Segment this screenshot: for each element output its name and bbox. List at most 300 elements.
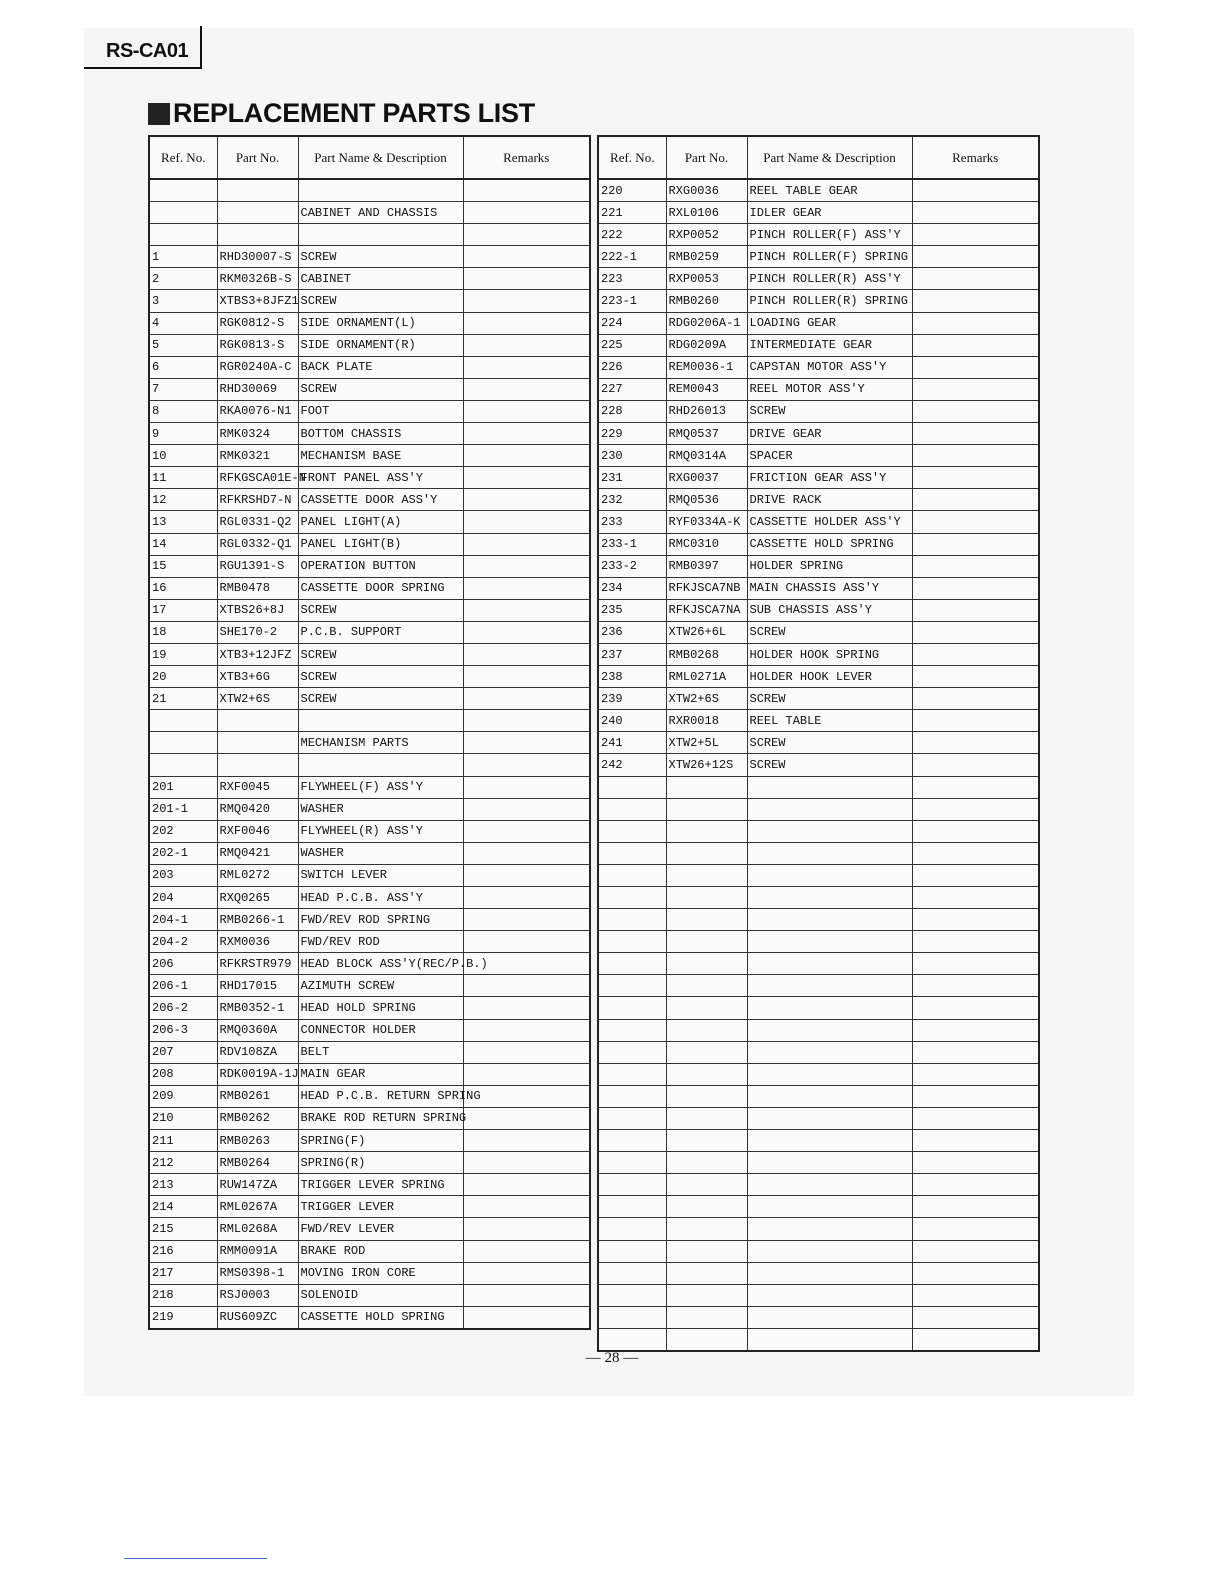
table-header-row (598, 136, 1039, 179)
table-row (149, 798, 590, 820)
table-row (598, 864, 1039, 886)
part-no-cell: SHE170-2 (217, 621, 298, 643)
description-cell: SIDE ORNAMENT(R) (298, 334, 463, 356)
table-row (598, 511, 1039, 533)
ref-no-cell: 201 (149, 776, 217, 798)
table-row (598, 1085, 1039, 1107)
table-row (598, 1306, 1039, 1328)
remarks-cell (912, 864, 1039, 886)
table-row (598, 909, 1039, 931)
remarks-cell (912, 268, 1039, 290)
ref-no-cell (598, 1196, 666, 1218)
description-cell: MECHANISM PARTS (298, 732, 463, 754)
description-cell: HOLDER HOOK LEVER (747, 666, 912, 688)
table-row (598, 710, 1039, 732)
description-cell: PANEL LIGHT(B) (298, 533, 463, 555)
table-row (598, 378, 1039, 400)
remarks-cell (912, 997, 1039, 1019)
part-no-cell: RML0271A (666, 666, 747, 688)
description-cell: OPERATION BUTTON (298, 555, 463, 577)
part-no-cell: XTB3+12JFZ (217, 643, 298, 665)
ref-no-cell (598, 842, 666, 864)
ref-no-cell: 1 (149, 246, 217, 268)
remarks-cell (912, 842, 1039, 864)
remarks-cell (463, 489, 590, 511)
col-header-ref-no: Ref. No. (149, 136, 217, 179)
table-row (149, 1174, 590, 1196)
description-cell: SPRING(R) (298, 1152, 463, 1174)
description-cell: PINCH ROLLER(F) SPRING (747, 246, 912, 268)
remarks-cell (463, 1196, 590, 1218)
remarks-cell (912, 688, 1039, 710)
part-no-cell: RMB0260 (666, 290, 747, 312)
part-no-cell (217, 224, 298, 246)
model-code-divider (200, 26, 202, 68)
ref-no-cell: 217 (149, 1262, 217, 1284)
ref-no-cell: 222-1 (598, 246, 666, 268)
description-cell: CASSETTE HOLDER ASS'Y (747, 511, 912, 533)
table-row (598, 246, 1039, 268)
part-no-cell: RKM0326B-S (217, 268, 298, 290)
part-no-cell: RMB0259 (666, 246, 747, 268)
description-cell: CABINET (298, 268, 463, 290)
part-no-cell (666, 798, 747, 820)
description-cell: FWD/REV LEVER (298, 1218, 463, 1240)
description-cell: CONNECTOR HOLDER (298, 1019, 463, 1041)
remarks-cell (912, 334, 1039, 356)
remarks-cell (463, 1107, 590, 1129)
description-cell (747, 1041, 912, 1063)
description-cell: CABINET AND CHASSIS (298, 202, 463, 224)
remarks-cell (463, 887, 590, 909)
table-row (598, 312, 1039, 334)
remarks-cell (912, 975, 1039, 997)
remarks-cell (463, 1019, 590, 1041)
ref-no-cell: 19 (149, 643, 217, 665)
description-cell (747, 1085, 912, 1107)
ref-no-cell: 206 (149, 953, 217, 975)
table-row (598, 1130, 1039, 1152)
remarks-cell (463, 533, 590, 555)
part-no-cell: RDV108ZA (217, 1041, 298, 1063)
part-no-cell (666, 1041, 747, 1063)
part-no-cell (666, 975, 747, 997)
part-no-cell (666, 1174, 747, 1196)
ref-no-cell (598, 909, 666, 931)
description-cell: PINCH ROLLER(R) SPRING (747, 290, 912, 312)
page-number: — 28 — (585, 1350, 639, 1366)
remarks-cell (463, 400, 590, 422)
description-cell: WASHER (298, 798, 463, 820)
part-no-cell: RHD30007-S (217, 246, 298, 268)
ref-no-cell: 5 (149, 334, 217, 356)
page-title-text: REPLACEMENT PARTS LIST (173, 98, 535, 128)
remarks-cell (912, 202, 1039, 224)
remarks-cell (463, 1130, 590, 1152)
description-cell: FLYWHEEL(F) ASS'Y (298, 776, 463, 798)
part-no-cell: REM0036-1 (666, 356, 747, 378)
remarks-cell (912, 489, 1039, 511)
table-row (598, 1174, 1039, 1196)
part-no-cell: RXL0106 (666, 202, 747, 224)
part-no-cell: RUS609ZC (217, 1306, 298, 1329)
remarks-cell (912, 378, 1039, 400)
remarks-cell (912, 1196, 1039, 1218)
description-cell: AZIMUTH SCREW (298, 975, 463, 997)
description-cell: TRIGGER LEVER (298, 1196, 463, 1218)
remarks-cell (463, 555, 590, 577)
description-cell (747, 1174, 912, 1196)
description-cell: FWD/REV ROD SPRING (298, 909, 463, 931)
description-cell: CASSETTE DOOR ASS'Y (298, 489, 463, 511)
part-no-cell (666, 931, 747, 953)
table-row (598, 953, 1039, 975)
ref-no-cell: 21 (149, 688, 217, 710)
description-cell: FOOT (298, 400, 463, 422)
part-no-cell (217, 202, 298, 224)
part-no-cell (666, 1262, 747, 1284)
table-row (598, 202, 1039, 224)
description-cell: SCREW (298, 599, 463, 621)
table-row (149, 511, 590, 533)
table-row (149, 1218, 590, 1240)
remarks-cell (912, 400, 1039, 422)
table-row (149, 1152, 590, 1174)
ref-no-cell: 9 (149, 423, 217, 445)
table-row (598, 577, 1039, 599)
description-cell: REEL MOTOR ASS'Y (747, 378, 912, 400)
table-row (149, 202, 590, 224)
part-no-cell (666, 1152, 747, 1174)
ref-no-cell: 211 (149, 1130, 217, 1152)
description-cell: BACK PLATE (298, 356, 463, 378)
description-cell: CASSETTE HOLD SPRING (747, 533, 912, 555)
ref-no-cell: 236 (598, 621, 666, 643)
ref-no-cell (598, 1130, 666, 1152)
ref-no-cell (149, 732, 217, 754)
description-cell (747, 1152, 912, 1174)
part-no-cell: RML0268A (217, 1218, 298, 1240)
ref-no-cell: 20 (149, 666, 217, 688)
table-row (149, 997, 590, 1019)
table-row (598, 268, 1039, 290)
col-header-part-no: Part No. (666, 136, 747, 179)
description-cell: SCREW (747, 621, 912, 643)
remarks-cell (463, 577, 590, 599)
table-row (149, 1196, 590, 1218)
description-cell (298, 179, 463, 202)
remarks-cell (912, 577, 1039, 599)
ref-no-cell (598, 1328, 666, 1351)
table-row (598, 423, 1039, 445)
description-cell: SCREW (298, 643, 463, 665)
description-cell: MOVING IRON CORE (298, 1262, 463, 1284)
ref-no-cell: 223 (598, 268, 666, 290)
table-row (149, 423, 590, 445)
part-no-cell (217, 179, 298, 202)
ref-no-cell: 235 (598, 599, 666, 621)
remarks-cell (463, 467, 590, 489)
description-cell: SCREW (298, 666, 463, 688)
remarks-cell (463, 445, 590, 467)
ref-no-cell: 18 (149, 621, 217, 643)
part-no-cell: RXP0052 (666, 224, 747, 246)
ref-no-cell (598, 1218, 666, 1240)
ref-no-cell: 220 (598, 179, 666, 202)
part-no-cell: RMQ0360A (217, 1019, 298, 1041)
table-row (598, 1107, 1039, 1129)
part-no-cell: RSJ0003 (217, 1284, 298, 1306)
description-cell (747, 1262, 912, 1284)
part-no-cell (666, 1284, 747, 1306)
remarks-cell (463, 312, 590, 334)
ref-no-cell: 203 (149, 864, 217, 886)
table-row (598, 820, 1039, 842)
ref-no-cell (598, 1262, 666, 1284)
part-no-cell (666, 909, 747, 931)
description-cell (747, 820, 912, 842)
remarks-cell (912, 1174, 1039, 1196)
remarks-cell (463, 268, 590, 290)
description-cell: SPRING(F) (298, 1130, 463, 1152)
table-row (149, 312, 590, 334)
ref-no-cell: 230 (598, 445, 666, 467)
ref-no-cell: 237 (598, 643, 666, 665)
ref-no-cell: 206-1 (149, 975, 217, 997)
table-row (598, 666, 1039, 688)
part-no-cell (666, 1085, 747, 1107)
part-no-cell: XTBS3+8JFZ1 (217, 290, 298, 312)
part-no-cell: RXQ0265 (217, 887, 298, 909)
remarks-cell (463, 202, 590, 224)
description-cell: SCREW (298, 688, 463, 710)
table-row (598, 356, 1039, 378)
table-row (598, 555, 1039, 577)
remarks-cell (912, 1218, 1039, 1240)
table-row (598, 776, 1039, 798)
part-no-cell (666, 1306, 747, 1328)
part-no-cell: RMB0262 (217, 1107, 298, 1129)
description-cell (747, 1130, 912, 1152)
remarks-cell (463, 820, 590, 842)
ref-no-cell: 241 (598, 732, 666, 754)
description-cell: FLYWHEEL(R) ASS'Y (298, 820, 463, 842)
ref-no-cell: 218 (149, 1284, 217, 1306)
remarks-cell (463, 599, 590, 621)
ref-no-cell: 223-1 (598, 290, 666, 312)
table-row (149, 1284, 590, 1306)
table-row (598, 643, 1039, 665)
part-no-cell (217, 754, 298, 776)
ref-no-cell: 7 (149, 378, 217, 400)
ref-no-cell: 202-1 (149, 842, 217, 864)
part-no-cell: RMB0261 (217, 1085, 298, 1107)
ref-no-cell (598, 1063, 666, 1085)
remarks-cell (912, 732, 1039, 754)
description-cell: PANEL LIGHT(A) (298, 511, 463, 533)
table-row (149, 953, 590, 975)
description-cell: BELT (298, 1041, 463, 1063)
table-row (149, 555, 590, 577)
table-row (598, 1262, 1039, 1284)
part-no-cell: RMB0478 (217, 577, 298, 599)
table-row (149, 666, 590, 688)
description-cell: WASHER (298, 842, 463, 864)
ref-no-cell: 206-2 (149, 997, 217, 1019)
part-no-cell: RGL0331-Q2 (217, 511, 298, 533)
ref-no-cell: 238 (598, 666, 666, 688)
ref-no-cell: 11 (149, 467, 217, 489)
col-header-part-no: Part No. (217, 136, 298, 179)
part-no-cell: RKA0076-N1 (217, 400, 298, 422)
part-no-cell: RFKJSCA7NB (666, 577, 747, 599)
description-cell (747, 1240, 912, 1262)
ref-no-cell: 2 (149, 268, 217, 290)
part-no-cell: RMB0397 (666, 555, 747, 577)
ref-no-cell: 215 (149, 1218, 217, 1240)
remarks-cell (463, 290, 590, 312)
ref-no-cell: 229 (598, 423, 666, 445)
model-code: RS-CA01 (106, 40, 189, 62)
ref-no-cell: 228 (598, 400, 666, 422)
ref-no-cell: 216 (149, 1240, 217, 1262)
ref-no-cell (598, 953, 666, 975)
part-no-cell: RFKJSCA7NA (666, 599, 747, 621)
remarks-cell (463, 1284, 590, 1306)
table-row (598, 334, 1039, 356)
ref-no-cell: 3 (149, 290, 217, 312)
table-row (149, 467, 590, 489)
part-no-cell: RMQ0420 (217, 798, 298, 820)
part-no-cell: RXR0018 (666, 710, 747, 732)
part-no-cell (666, 776, 747, 798)
part-no-cell (666, 997, 747, 1019)
ref-no-cell: 219 (149, 1306, 217, 1329)
part-no-cell: RHD17015 (217, 975, 298, 997)
part-no-cell (217, 710, 298, 732)
part-no-cell (666, 1328, 747, 1351)
description-cell (298, 224, 463, 246)
table-row (598, 1152, 1039, 1174)
part-no-cell: RXG0036 (666, 179, 747, 202)
table-row (598, 533, 1039, 555)
ref-no-cell: 224 (598, 312, 666, 334)
description-cell (747, 909, 912, 931)
part-no-cell: RGU1391-S (217, 555, 298, 577)
ref-no-cell: 239 (598, 688, 666, 710)
table-row (149, 356, 590, 378)
remarks-cell (912, 754, 1039, 776)
part-no-cell: RMQ0536 (666, 489, 747, 511)
remarks-cell (463, 1041, 590, 1063)
remarks-cell (912, 643, 1039, 665)
remarks-cell (463, 378, 590, 400)
ref-no-cell (598, 820, 666, 842)
col-header-remarks: Remarks (912, 136, 1039, 179)
table-row (149, 1306, 590, 1329)
table-row (149, 621, 590, 643)
ref-no-cell: 204-1 (149, 909, 217, 931)
description-cell (747, 1328, 912, 1351)
ref-no-cell: 6 (149, 356, 217, 378)
remarks-cell (463, 798, 590, 820)
page-title (148, 98, 535, 129)
table-row (598, 997, 1039, 1019)
description-cell: FWD/REV ROD (298, 931, 463, 953)
description-cell (747, 997, 912, 1019)
part-no-cell (666, 820, 747, 842)
ref-no-cell: 208 (149, 1063, 217, 1085)
ref-no-cell: 13 (149, 511, 217, 533)
part-no-cell: XTBS26+8J (217, 599, 298, 621)
description-cell: HOLDER SPRING (747, 555, 912, 577)
part-no-cell: RMQ0537 (666, 423, 747, 445)
table-row (598, 1328, 1039, 1351)
part-no-cell: RFKRSTR979 (217, 953, 298, 975)
ref-no-cell: 221 (598, 202, 666, 224)
ref-no-cell (598, 997, 666, 1019)
table-row (598, 489, 1039, 511)
part-no-cell: XTW26+12S (666, 754, 747, 776)
part-no-cell (666, 1218, 747, 1240)
table-row (149, 842, 590, 864)
heading-bullet-icon (148, 103, 170, 125)
description-cell: CAPSTAN MOTOR ASS'Y (747, 356, 912, 378)
table-row (149, 533, 590, 555)
remarks-cell (912, 179, 1039, 202)
ref-no-cell: 240 (598, 710, 666, 732)
table-row (149, 179, 590, 202)
remarks-cell (463, 688, 590, 710)
part-no-cell: RMB0263 (217, 1130, 298, 1152)
part-no-cell: RMS0398-1 (217, 1262, 298, 1284)
table-row (149, 887, 590, 909)
table-row (598, 1284, 1039, 1306)
remarks-cell (463, 1218, 590, 1240)
remarks-cell (912, 931, 1039, 953)
part-no-cell: RXG0037 (666, 467, 747, 489)
ref-no-cell (598, 1240, 666, 1262)
part-no-cell: RGR0240A-C (217, 356, 298, 378)
description-cell: HOLDER HOOK SPRING (747, 643, 912, 665)
remarks-cell (912, 1063, 1039, 1085)
description-cell: SCREW (298, 378, 463, 400)
table-row (149, 489, 590, 511)
part-no-cell (217, 732, 298, 754)
table-row (149, 246, 590, 268)
table-row (149, 1240, 590, 1262)
part-no-cell: RHD30069 (217, 378, 298, 400)
remarks-cell (912, 820, 1039, 842)
ref-no-cell: 202 (149, 820, 217, 842)
description-cell (747, 776, 912, 798)
description-cell (747, 931, 912, 953)
part-no-cell: RML0272 (217, 864, 298, 886)
part-no-cell: XTW26+6L (666, 621, 747, 643)
description-cell: SCREW (747, 400, 912, 422)
part-no-cell: RYF0334A-K (666, 511, 747, 533)
table-row (598, 290, 1039, 312)
part-no-cell: RMB0352-1 (217, 997, 298, 1019)
remarks-cell (912, 1130, 1039, 1152)
table-row (149, 224, 590, 246)
col-header-description: Part Name & Description (298, 136, 463, 179)
part-no-cell: RMQ0314A (666, 445, 747, 467)
remarks-cell (463, 754, 590, 776)
remarks-cell (463, 1063, 590, 1085)
description-cell: SOLENOID (298, 1284, 463, 1306)
ref-no-cell (149, 224, 217, 246)
